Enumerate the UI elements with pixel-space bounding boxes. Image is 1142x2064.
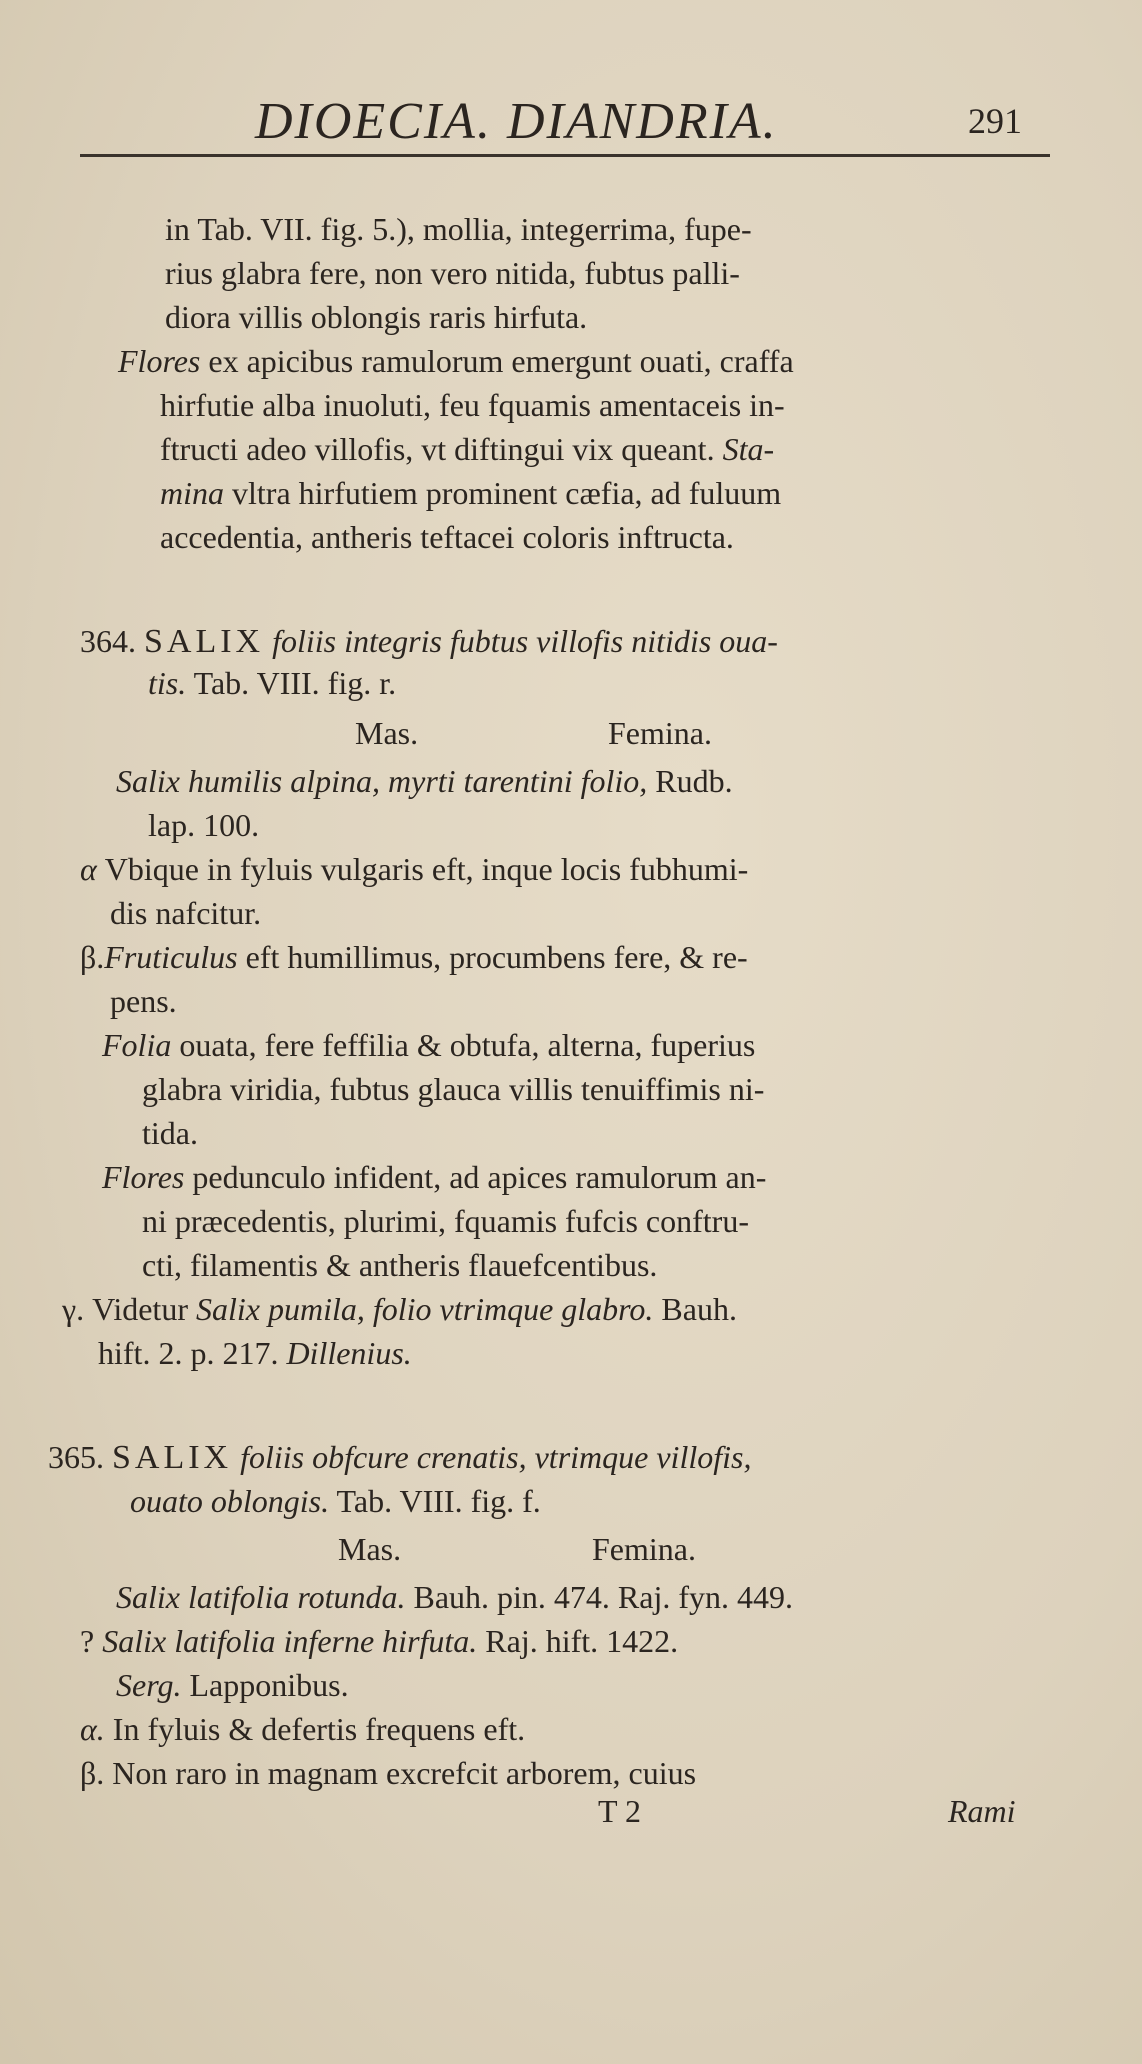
mas-label: Mas. xyxy=(355,715,419,751)
flores-line: cti, filamentis & antheris flauefcentibus. xyxy=(142,1247,658,1283)
synonym-line: Salix latifolia rotunda. Bauh. pin. 474. Raj. fyn. 449. xyxy=(116,1579,794,1615)
gamma-line: γ. Videtur Salix pumila, folio vtrimque glabro. Bauh. xyxy=(62,1291,737,1327)
page-header xyxy=(0,88,1142,148)
header-rule xyxy=(80,154,1050,157)
synonym-line: Salix humilis alpina, myrti tarentini folio, Rudb. xyxy=(116,763,733,799)
femina-label: Femina. xyxy=(592,1531,696,1567)
running-title: DIOECIA. DIANDRIA. xyxy=(255,93,778,150)
entry-364-heading xyxy=(80,622,778,661)
flores-line: ftructi adeo villofis, vt diftingui vix queant. Sta- xyxy=(160,431,775,467)
beta-line: β.Fruticulus eft humillimus, procumbens fere, & re- xyxy=(80,939,748,975)
beta-line: β. Non raro in magnam excrefcit arborem, cuius xyxy=(80,1755,697,1791)
entry-365-heading xyxy=(48,1438,751,1477)
beta-line: pens. xyxy=(110,983,177,1019)
folia-line: Folia ouata, fere feffilia & obtufa, alterna, fuperius xyxy=(102,1027,756,1063)
flores-line: hirfutie alba inuoluti, feu fquamis amentaceis in- xyxy=(160,387,785,423)
flores-line: Flores pedunculo infident, ad apices ramulorum an- xyxy=(102,1159,767,1195)
continuation-line: in Tab. VII. fig. 5.), mollia, integerrima, fupe- xyxy=(165,211,752,247)
entry-number: 365. xyxy=(48,1439,104,1475)
page-number: 291 xyxy=(968,101,1022,141)
continuation-line: rius glabra fere, non vero nitida, fubtus palli- xyxy=(165,255,740,291)
flores-line: ni præcedentis, plurimi, fquamis fufcis conftru- xyxy=(142,1203,749,1239)
synonym-line: Serg. Lapponibus. xyxy=(116,1667,349,1703)
stamina-line: accedentia, antheris teftacei coloris inftructa. xyxy=(160,519,734,555)
synonym-line: lap. 100. xyxy=(148,807,260,843)
folia-line: glabra viridia, fubtus glauca villis tenuiffimis ni- xyxy=(142,1071,765,1107)
mas-label: Mas. xyxy=(338,1531,402,1567)
continuation-line: diora villis oblongis raris hirfuta. xyxy=(165,299,588,335)
entry-365-heading-cont: ouato oblongis. Tab. VIII. fig. f. xyxy=(130,1483,541,1519)
folia-line: tida. xyxy=(142,1115,198,1151)
alpha-line: dis nafcitur. xyxy=(110,895,262,931)
genus-name: SALIX xyxy=(112,1439,233,1476)
flores-label: Flores xyxy=(118,343,201,379)
gamma-line: hift. 2. p. 217. Dillenius. xyxy=(98,1335,412,1371)
diagnosis: foliis integris fubtus villofis nitidis oua- xyxy=(272,623,778,659)
stamina-line: mina vltra hirfutiem prominent cæfia, ad fuluum xyxy=(160,475,782,511)
alpha-line: α. In fyluis & defertis frequens eft. xyxy=(80,1711,526,1747)
entry-364-heading-cont: tis. Tab. VIII. fig. r. xyxy=(148,665,397,701)
entry-number: 364. xyxy=(80,623,136,659)
flores-line: Flores ex apicibus ramulorum emergunt ouati, craffa xyxy=(118,343,794,379)
synonym-line: ? Salix latifolia inferne hirfuta. Raj. hift. 1422. xyxy=(80,1623,679,1659)
diagnosis: foliis obfcure crenatis, vtrimque villofis, xyxy=(240,1439,752,1475)
signature-mark: T 2 xyxy=(598,1793,641,1829)
stamina-label: Sta- xyxy=(722,431,775,467)
genus-name: SALIX xyxy=(144,623,265,660)
femina-label: Femina. xyxy=(608,715,712,751)
catchword: Rami xyxy=(948,1793,1016,1829)
alpha-line: α Vbique in fyluis vulgaris eft, inque locis fubhumi- xyxy=(80,851,749,887)
